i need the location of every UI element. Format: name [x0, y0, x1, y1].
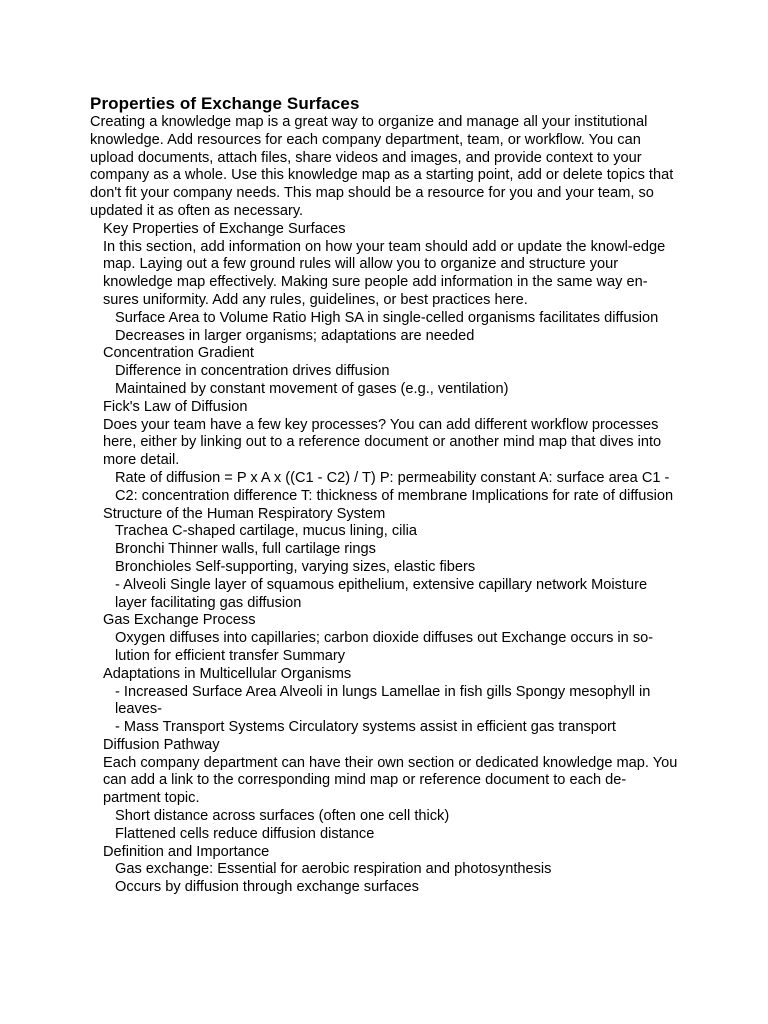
outline-topic: Diffusion Pathway [103, 736, 220, 753]
outline-list [90, 221, 680, 897]
outline-subtopic: Flattened cells reduce diffusion distance [115, 825, 375, 842]
outline-topic: Structure of the Human Respiratory System [103, 505, 386, 522]
outline-subtopic: Short distance across surfaces (often one cell thick) [115, 808, 450, 825]
outline-subtopic: Oxygen diffuses into capillaries; carbon dioxide diffuses out Exchange occurs in so-lution for efficient transfer Summary [115, 630, 654, 664]
outline-topic: Adaptations in Multicellular Organisms [103, 665, 352, 682]
outline-subtopic: Difference in concentration drives diffusion [115, 363, 390, 380]
outline-topic: Key Properties of Exchange Surfaces [103, 220, 346, 237]
outline-subtopic: - Increased Surface Area Alveoli in lungs Lamellae in fish gills Spongy mesophyll in leaves- [115, 683, 651, 718]
outline-subtopic: Gas exchange: Essential for aerobic respiration and photosynthesis [115, 861, 552, 878]
outline-subtopic: Surface Area to Volume Ratio High SA in single-celled organisms facilitates diffusion [115, 309, 659, 326]
document-title: Properties of Exchange Surfaces [90, 94, 360, 113]
outline-topic: Does your team have a few key processes? You can add different workflow processes here, either by linking out to a reference document or another mind map that dives into more detail. [103, 416, 662, 469]
outline-subtopic: Maintained by constant movement of gases (e.g., ventilation) [115, 380, 509, 397]
outline-topic: In this section, add information on how your team should add or update the knowl-edge map. Laying out a few ground rules will allow you to organize and structure your knowledge map effectively. Making sure people add information in the same way en-sures uniformity. Add any rules, guidelines, or best practices here. [103, 238, 666, 308]
intro-paragraph: Creating a knowledge map is a great way to organize and manage all your institutional knowledge. Add resources for each company department, team, or workflow. You can upload documents, attach files, share videos and images, and provide context to your company as a whole. Use this knowledge map as a starting point, add or delete topics that don't fit your company needs. This map should be a resource for you and your team, so updated it as often as necessary. [90, 114, 674, 219]
outline-subtopic: Trachea C-shaped cartilage, mucus lining, cilia [115, 523, 418, 540]
outline-subtopic: - Mass Transport Systems Circulatory systems assist in efficient gas transport [115, 719, 616, 736]
outline-subtopic: Bronchioles Self-supporting, varying sizes, elastic fibers [115, 558, 476, 575]
outline-topic: Fick's Law of Diffusion [103, 398, 248, 415]
outline-topic: Each company department can have their own section or dedicated knowledge map. You can add a link to the corresponding mind map or reference document to each de-partment topic. [103, 754, 678, 807]
outline-subtopic: - Alveoli Single layer of squamous epithelium, extensive capillary network Moisture layer facilitating gas diffusion [115, 576, 648, 611]
outline-topic: Definition and Importance [103, 843, 270, 860]
outline-subtopic: Rate of diffusion = P x A x ((C1 - C2) / T) P: permeability constant A: surface area C1 - C2: concentration difference T: thickness of membrane Implications for rate of diffusion [115, 469, 674, 504]
outline-topic: Gas Exchange Process [103, 612, 256, 629]
outline-subtopic: Occurs by diffusion through exchange surfaces [115, 879, 419, 896]
outline-topic: Concentration Gradient [103, 345, 254, 362]
outline-subtopic: Decreases in larger organisms; adaptations are needed [115, 327, 475, 344]
document-page [90, 94, 680, 897]
outline-subtopic: Bronchi Thinner walls, full cartilage rings [115, 541, 376, 558]
